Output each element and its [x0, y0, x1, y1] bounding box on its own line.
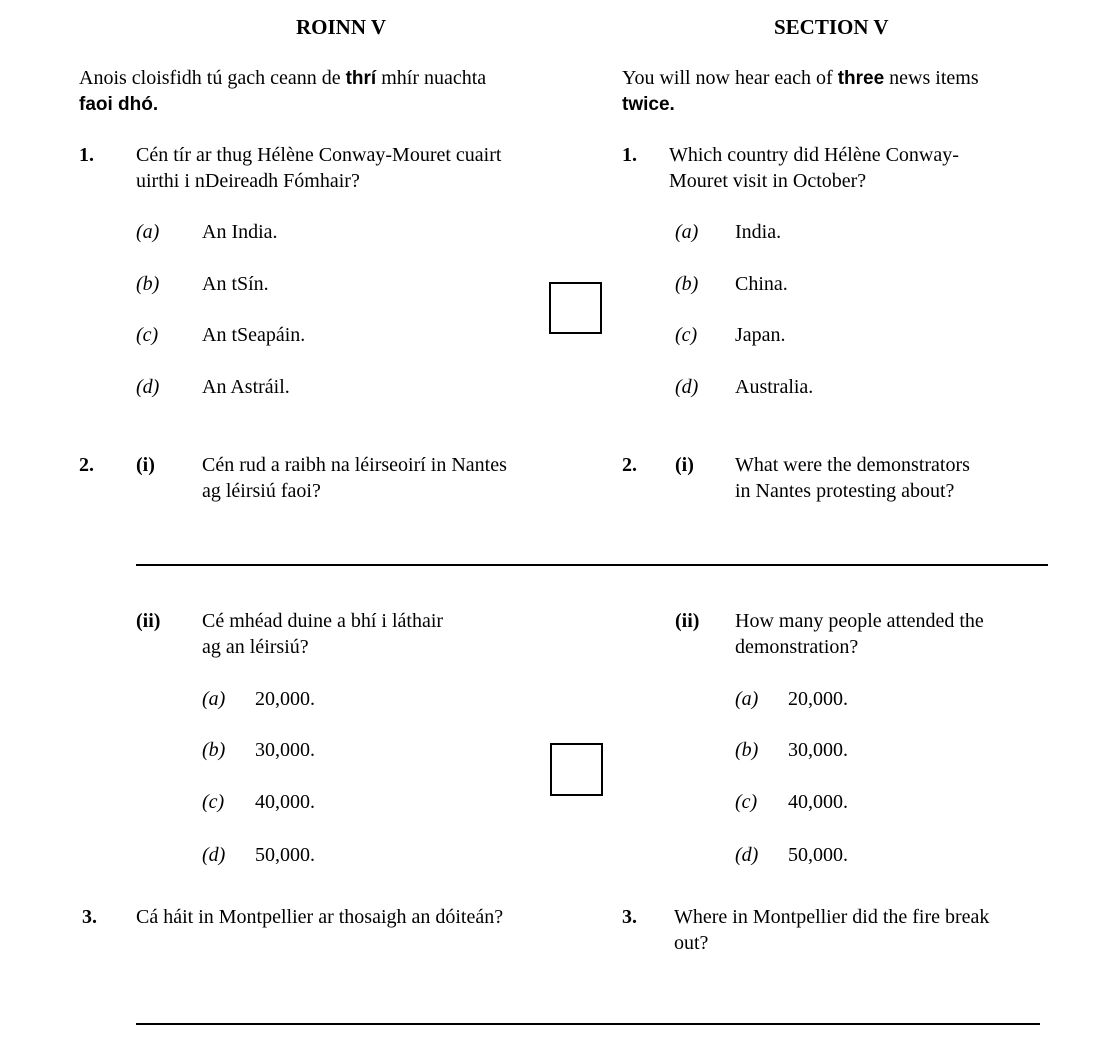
q2-part-ii-label-irish: (ii)	[136, 610, 161, 632]
q1-option-letter-irish: (d)	[136, 376, 160, 398]
q2-option-letter-english: (a)	[735, 688, 759, 710]
q2-option-letter-english: (b)	[735, 739, 759, 761]
q1-text-irish-line1: Cén tír ar thug Hélène Conway-Mouret cuairt	[136, 144, 502, 166]
q1-option-letter-english: (c)	[675, 324, 698, 346]
q2-part-ii-text-english-line1: How many people attended the	[735, 610, 984, 632]
q2-option-text-irish: 50,000.	[255, 844, 315, 866]
q2-part-i-text-english-line1: What were the demonstrators	[735, 454, 970, 476]
q3-number-irish: 3.	[82, 906, 97, 928]
q2-option-text-english: 50,000.	[788, 844, 848, 866]
q1-option-text-irish: An Astráil.	[202, 376, 290, 398]
intro-english: You will now hear each of three news items	[622, 67, 979, 89]
q2-option-letter-irish: (c)	[202, 791, 225, 813]
q1-option-text-english: Japan.	[735, 324, 786, 346]
q1-option-text-irish: An India.	[202, 221, 278, 243]
q3-answer-line[interactable]	[136, 1023, 1040, 1025]
q2-part-i-label-english: (i)	[675, 454, 694, 476]
q2-part-ii-answer-box[interactable]	[550, 743, 603, 796]
q2-option-text-irish: 20,000.	[255, 688, 315, 710]
q2-option-letter-irish: (b)	[202, 739, 226, 761]
q1-option-text-english: China.	[735, 273, 788, 295]
q1-option-letter-english: (a)	[675, 221, 699, 243]
q1-option-letter-irish: (c)	[136, 324, 159, 346]
q1-number-english: 1.	[622, 144, 637, 166]
q2-number-irish: 2.	[79, 454, 94, 476]
q3-text-irish: Cá háit in Montpellier ar thosaigh an dóiteán?	[136, 906, 504, 928]
q2-option-text-irish: 40,000.	[255, 791, 315, 813]
q2-option-letter-irish: (a)	[202, 688, 226, 710]
intro-english-emphasis: twice.	[622, 94, 675, 115]
q1-number-irish: 1.	[79, 144, 94, 166]
intro-irish-emphasis: faoi dhó.	[79, 94, 159, 115]
q1-option-letter-english: (d)	[675, 376, 699, 398]
q3-text-english-line2: out?	[674, 932, 709, 954]
q2-part-i-text-irish-line2: ag léirsiú faoi?	[202, 480, 321, 502]
q2-part-i-label-irish: (i)	[136, 454, 155, 476]
q3-text-english-line1: Where in Montpellier did the fire break	[674, 906, 990, 928]
q1-option-text-english: Australia.	[735, 376, 814, 398]
q1-answer-box[interactable]	[549, 282, 602, 334]
heading-english: SECTION V	[774, 15, 889, 39]
q2-part-ii-text-english-line2: demonstration?	[735, 636, 859, 658]
q2-part-i-text-english-line2: in Nantes protesting about?	[735, 480, 955, 502]
q2-option-letter-irish: (d)	[202, 844, 226, 866]
q2-part-ii-label-english: (ii)	[675, 610, 700, 632]
q1-text-irish-line2: uirthi i nDeireadh Fómhair?	[136, 170, 360, 192]
q2-option-letter-english: (c)	[735, 791, 758, 813]
q2-part-i-answer-line[interactable]	[136, 564, 1048, 566]
q1-text-english-line1: Which country did Hélène Conway-	[669, 144, 959, 166]
q2-option-text-english: 20,000.	[788, 688, 848, 710]
q1-option-text-irish: An tSeapáin.	[202, 324, 306, 346]
q2-option-letter-english: (d)	[735, 844, 759, 866]
q3-number-english: 3.	[622, 906, 637, 928]
q1-option-text-english: India.	[735, 221, 782, 243]
q2-part-i-text-irish-line1: Cén rud a raibh na léirseoirí in Nantes	[202, 454, 507, 476]
q1-option-letter-irish: (a)	[136, 221, 160, 243]
q2-number-english: 2.	[622, 454, 637, 476]
q1-text-english-line2: Mouret visit in October?	[669, 170, 867, 192]
q1-option-letter-english: (b)	[675, 273, 699, 295]
q2-option-text-english: 40,000.	[788, 791, 848, 813]
q1-option-letter-irish: (b)	[136, 273, 160, 295]
q1-option-text-irish: An tSín.	[202, 273, 269, 295]
q2-part-ii-text-irish-line1: Cé mhéad duine a bhí i láthair	[202, 610, 444, 632]
q2-part-ii-text-irish-line2: ag an léirsiú?	[202, 636, 309, 658]
heading-irish: ROINN V	[296, 15, 387, 39]
q2-option-text-irish: 30,000.	[255, 739, 315, 761]
q2-option-text-english: 30,000.	[788, 739, 848, 761]
intro-irish: Anois cloisfidh tú gach ceann de thrí mhír nuachta	[79, 67, 487, 89]
